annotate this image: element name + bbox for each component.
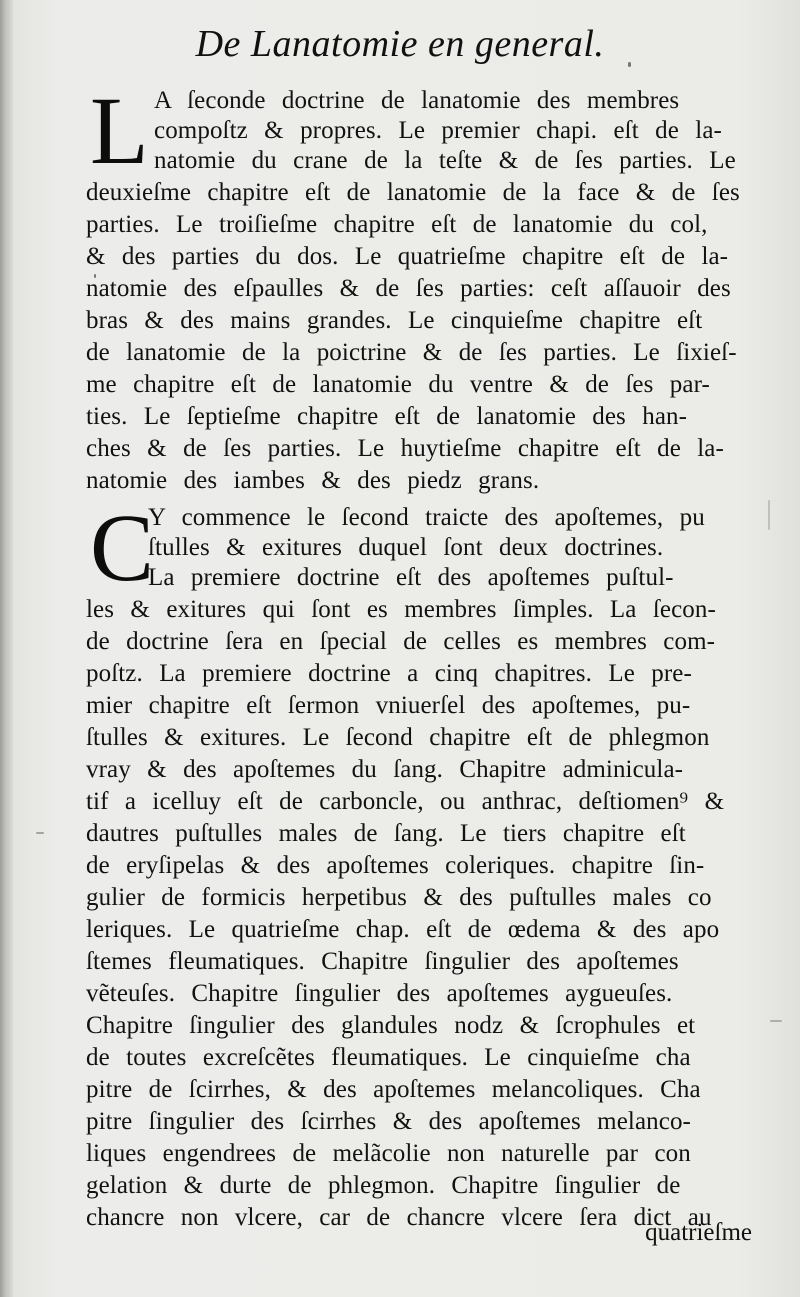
text-line: ſtulles & exitures. Le ſecond chapitre eſt de phlegmon xyxy=(86,724,710,751)
text-line: Y commence le ſecond traicte des apoſtemes, pu xyxy=(148,504,705,531)
text-line: poſtz. La premiere doctrine a cinq chapitres. Le pre- xyxy=(86,660,692,687)
text-line: liques engendrees de melãcolie non naturelle par con xyxy=(86,1140,691,1167)
text-line: ſtemes fleumatiques. Chapitre ſingulier des apoſtemes xyxy=(86,948,679,975)
text-line: de doctrine ſera en ſpecial de celles es membres com- xyxy=(86,628,716,655)
text-line: gulier de formicis herpetibus & des puſtulles males co xyxy=(86,884,712,911)
text-line: pitre de ſcirrhes, & des apoſtemes melancoliques. Cha xyxy=(86,1076,701,1103)
text-line: chancre non vlcere, car de chancre vlcere ſera dict au xyxy=(86,1204,712,1231)
text-line: parties. Le troiſieſme chapitre eſt de lanatomie du col, xyxy=(86,211,708,238)
running-head: De Lanatomie en general. xyxy=(195,23,605,65)
text-line: mier chapitre eſt ſermon vniuerſel des apoſtemes, pu- xyxy=(86,692,691,719)
text-line: de eryſipelas & des apoſtemes coleriques. chapitre ſin- xyxy=(86,852,705,879)
text-line: de lanatomie de la poictrine & de ſes parties. Le ſixieſ- xyxy=(86,339,737,366)
dropcap-letter: L xyxy=(90,77,149,184)
paper-speck xyxy=(36,832,44,834)
text-line: vẽteuſes. Chapitre ſingulier des apoſtemes aygueuſes. xyxy=(86,980,673,1007)
text-line: leriques. Le quatrieſme chap. eſt de œdema & des apo xyxy=(86,916,720,943)
text-line: Chapitre ſingulier des glandules nodz & ſcrophules et xyxy=(86,1012,696,1039)
text-line: gelation & durte de phlegmon. Chapitre ſingulier de xyxy=(86,1172,681,1199)
text-line: me chapitre eſt de lanatomie du ventre & de ſes par- xyxy=(86,371,710,398)
text-line: pitre ſingulier des ſcirrhes & des apoſtemes melanco- xyxy=(86,1108,691,1135)
text-line: & des parties du dos. Le quatrieſme chapitre eſt de la- xyxy=(86,243,729,270)
text-line: de toutes excreſcẽtes fleumatiques. Le cinquieſme cha xyxy=(86,1044,691,1071)
page-gutter-shadow xyxy=(0,0,14,1297)
text-line: ties. Le ſeptieſme chapitre eſt de lanatomie des han- xyxy=(86,403,688,430)
text-line: natomie du crane de la teſte & de ſes parties. Le xyxy=(154,147,736,174)
text-line: A ſeconde doctrine de lanatomie des membres xyxy=(154,87,680,114)
text-line: La premiere doctrine eſt des apoſtemes puſtul- xyxy=(148,564,674,591)
paper-speck xyxy=(770,1020,782,1022)
text-line: bras & des mains grandes. Le cinquieſme chapitre eſt xyxy=(86,307,703,334)
text-line: les & exitures qui ſont es membres ſimples. La ſecon- xyxy=(86,596,716,623)
text-line: deuxieſme chapitre eſt de lanatomie de la face & de ſes xyxy=(86,179,740,206)
dropcap-letter: C xyxy=(90,494,155,601)
text-line: ches & de ſes parties. Le huytieſme chapitre eſt de la- xyxy=(86,435,724,462)
text-line: tif a icelluy eſt de carboncle, ou anthrac, deſtiomen⁹ & xyxy=(86,788,725,815)
paper-speck xyxy=(768,500,770,530)
text-line: vray & des apoſtemes du ſang. Chapitre adminicula- xyxy=(86,756,684,783)
text-line: natomie des eſpaulles & de ſes parties: ceſt aſſauoir des xyxy=(86,275,731,302)
text-line: dautres puſtulles males de ſang. Le tiers chapitre eſt xyxy=(86,820,686,847)
catchword: quatrieſme xyxy=(645,1219,752,1246)
text-line: natomie des iambes & des piedz grans. xyxy=(86,467,540,494)
text-line: compoſtz & propres. Le premier chapi. eſt de la- xyxy=(154,117,722,144)
text-line: ſtulles & exitures duquel ſont deux doctrines. xyxy=(148,534,664,561)
